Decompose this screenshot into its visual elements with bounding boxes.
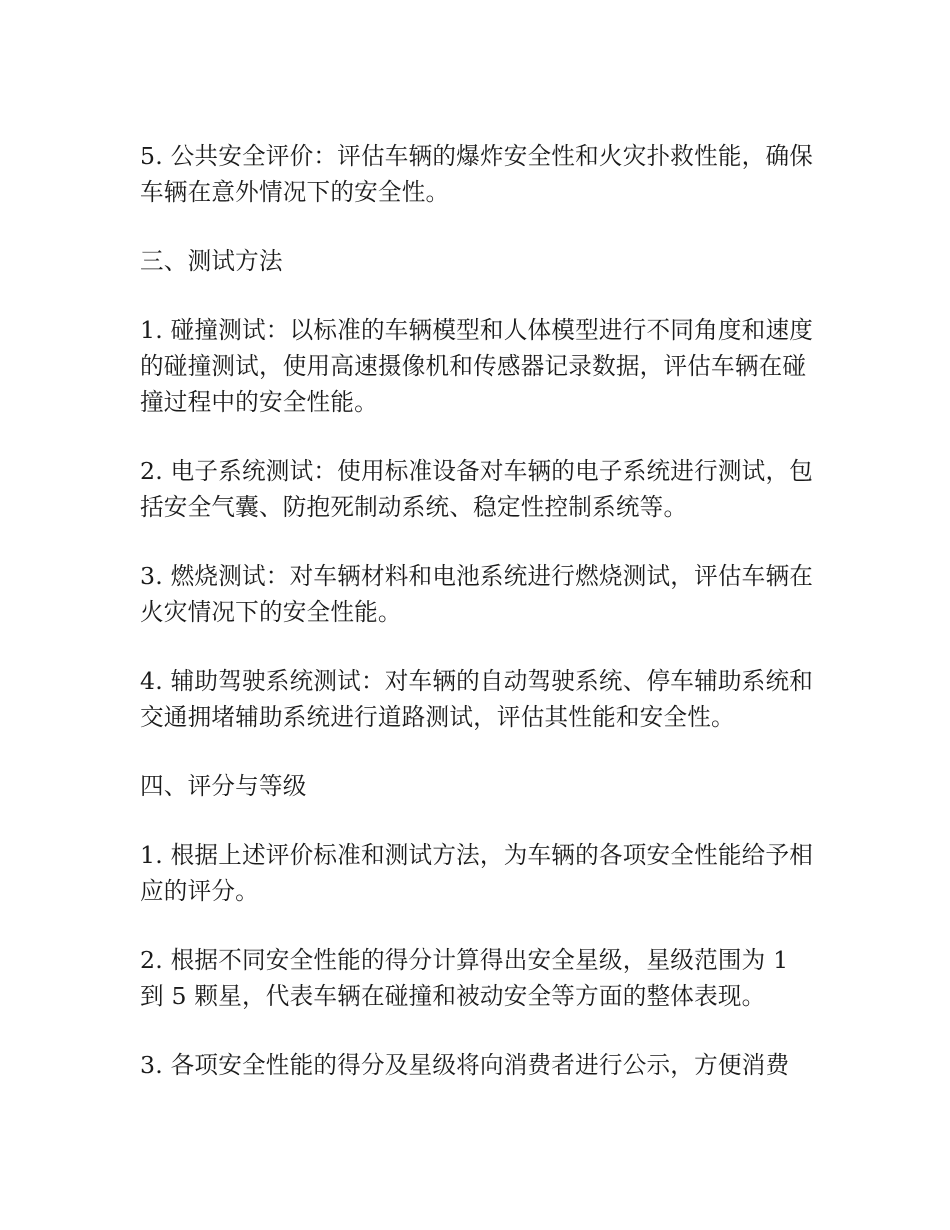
paragraph-item-1-scoring: 1. 根据上述评价标准和测试方法，为车辆的各项安全性能给予相应的评分。 — [140, 841, 814, 905]
document-body — [140, 138, 816, 1116]
paragraph-item-2-electronic-test: 2. 电子系统测试：使用标准设备对车辆的电子系统进行测试，包括安全气囊、防抱死制动系统、稳定性控制系统等。 — [140, 457, 814, 521]
paragraph-item-1-crash-test: 1. 碰撞测试：以标准的车辆模型和人体模型进行不同角度和速度的碰撞测试，使用高速摄像机和传感器记录数据，评估车辆在碰撞过程中的安全性能。 — [140, 316, 814, 416]
section-heading-scoring-grades: 四、评分与等级 — [140, 772, 307, 800]
section-heading-test-methods: 三、测试方法 — [140, 247, 283, 275]
paragraph-item-4-assist-driving-test: 4. 辅助驾驶系统测试：对车辆的自动驾驶系统、停车辅助系统和交通拥堵辅助系统进行道路测试，评估其性能和安全性。 — [140, 667, 814, 731]
paragraph-item-3-combustion-test: 3. 燃烧测试：对车辆材料和电池系统进行燃烧测试，评估车辆在火灾情况下的安全性能。 — [140, 562, 814, 626]
paragraph-item-5-public-safety: 5. 公共安全评价：评估车辆的爆炸安全性和火灾扑救性能，确保车辆在意外情况下的安全性。 — [140, 142, 814, 206]
paragraph-item-2-star-rating: 2. 根据不同安全性能的得分计算得出安全星级，星级范围为 1 到 5 颗星，代表车辆在碰撞和被动安全等方面的整体表现。 — [140, 946, 789, 1010]
paragraph-item-3-disclosure: 3. 各项安全性能的得分及星级将向消费者进行公示，方便消费 — [140, 1051, 790, 1079]
